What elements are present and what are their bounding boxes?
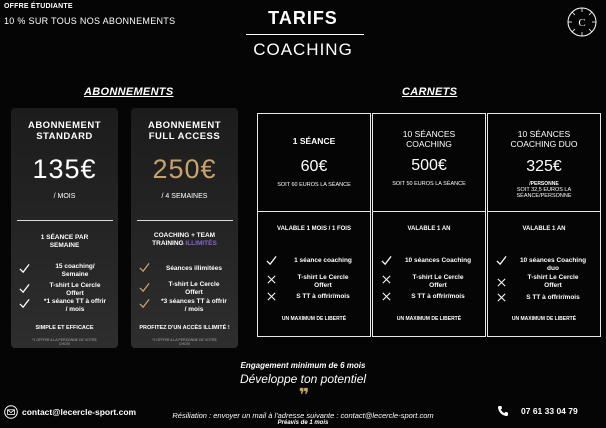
feature-item: Séances illimitées (165, 265, 222, 272)
feature-item: S TT à offrir/mois (411, 293, 465, 300)
card-title-line2: COACHING (406, 139, 452, 149)
card-title-line2: STANDARD (36, 131, 93, 142)
price-detail: SOIT 32,5 EUROS LA (516, 187, 572, 193)
card-carnet-10-seances-duo[interactable] (487, 113, 601, 337)
feature-item: S TT à offrir/mois (526, 294, 580, 301)
price: 60€ (300, 158, 328, 175)
card-carnet-1-seance[interactable] (257, 113, 371, 337)
phone-icon (497, 405, 509, 417)
feature-item: T-shirt Le Cercle Offert (297, 274, 349, 289)
card-tagline: PROFITEZ D'UN ACCÈS ILLIMITÉ ! (139, 325, 230, 331)
validity: VALABLE 1 AN (407, 226, 451, 232)
card-tagline: UN MAXIMUM DE LIBERTÉ (396, 316, 462, 322)
card-divider (17, 220, 113, 221)
validity: VALABLE 1 AN (522, 226, 566, 232)
card-tagline: UN MAXIMUM DE LIBERTÉ (281, 316, 347, 322)
card-carnet-10-seances[interactable] (372, 113, 486, 337)
price: 250€ (152, 154, 217, 184)
abonnements-title: ABONNEMENTS (84, 86, 174, 98)
card-tagline: SIMPLE ET EFFICACE (35, 325, 94, 331)
cross-icon (381, 291, 392, 302)
page-subtitle: COACHING (253, 40, 353, 59)
price: 500€ (411, 157, 447, 174)
card-divider (488, 211, 600, 212)
price: 135€ (32, 154, 97, 184)
feature-item: T-shirt Le Cercle Offert (527, 274, 579, 289)
feature-item: 1 séance coaching (294, 257, 352, 264)
feature-item: 10 séances Coaching duo (519, 257, 587, 272)
check-icon (19, 263, 30, 274)
check-icon (496, 255, 507, 266)
price-period: / MOIS (53, 193, 76, 200)
session-info: 1 SÉANCE PAR SEMAINE (40, 234, 89, 249)
cross-icon (266, 291, 277, 302)
card-title-line2: FULL ACCESS (148, 131, 221, 142)
quote-mark: ❞ (298, 385, 308, 405)
check-icon (139, 298, 150, 309)
feature-item: *3 séances TT à offrir / mois (161, 298, 227, 313)
check-icon (266, 255, 277, 266)
card-divider (373, 211, 485, 212)
check-icon (139, 282, 150, 293)
price-detail-2: SÉANCE/PERSONNE (516, 193, 572, 199)
card-abonnement-full-access[interactable] (131, 108, 238, 348)
card-footnote: *3 OFFRIR A LA PERSONNE DE VOTRE CHOIX (152, 338, 217, 346)
card-tagline: UN MAXIMUM DE LIBERTÉ (511, 316, 577, 322)
price-note: /PERSONNE (529, 181, 559, 187)
page-title: TARIFS (268, 8, 338, 28)
preavis-text: Préavis de 1 mois (277, 420, 329, 426)
check-icon (19, 283, 30, 294)
resiliation-text: Résiliation : envoyer un mail à l'adresse suivante : contact@lecercle-sport.com (172, 411, 434, 420)
cross-icon (496, 277, 507, 288)
feature-item: T-shirt Le Cercle Offert (49, 282, 101, 297)
logo-letter: C (578, 17, 586, 29)
card-title-line1: ABONNEMENT (27, 120, 102, 131)
card-title-line1: 1 SÉANCE (292, 136, 336, 146)
contact-phone-link[interactable]: 07 61 33 04 79 (521, 406, 578, 416)
title-divider (246, 34, 364, 35)
session-info: COACHING + TEAM TRAINING ILLIMITÉS (152, 232, 217, 247)
carnets-title: CARNETS (402, 86, 458, 98)
contact-email-link[interactable]: contact@lecercle-sport.com (22, 407, 137, 417)
brand-logo (566, 6, 598, 38)
check-icon (19, 298, 30, 309)
feature-item: T-shirt Le Cercle Offert (412, 274, 464, 289)
card-footnote: *1 OFFRIR A LA PERSONNE DE VOTRE CHOIX (32, 338, 97, 346)
feature-item: S TT à offrir/mois (296, 293, 350, 300)
cross-icon (381, 274, 392, 285)
feature-item: 10 séances Coaching (404, 257, 472, 264)
feature-item: 15 coaching/ Semaine (55, 263, 95, 278)
card-abonnement-standard[interactable] (11, 108, 118, 348)
offer-subtitle: 10 % SUR TOUS NOS ABONNEMENTS (4, 16, 176, 26)
card-title-line2: COACHING DUO (510, 139, 578, 149)
card-title-line1: 10 SÉANCES (402, 129, 456, 139)
engagement-text: Engagement minimum de 6 mois (240, 361, 366, 370)
validity: VALABLE 1 MOIS / 1 FOIS (277, 226, 351, 232)
card-title-line1: 10 SÉANCES (517, 129, 571, 139)
offer-title: OFFRE ÉTUDIANTE (4, 3, 73, 10)
check-icon (139, 262, 150, 273)
feature-item: T-shirt Le Cercle Offert (168, 281, 220, 296)
card-title-line1: ABONNEMENT (147, 120, 222, 131)
feature-item: *1 séance TT à offrir / mois (43, 298, 107, 313)
price-period: / 4 SEMAINES (161, 193, 208, 200)
price-detail: SOIT 50 EUROS LA SÉANCE (392, 181, 466, 187)
card-divider (258, 211, 370, 212)
cross-icon (266, 274, 277, 285)
price-detail: SOIT 60 EUROS LA SÉANCE (277, 182, 351, 188)
card-divider (137, 220, 233, 221)
check-icon (381, 255, 392, 266)
cross-icon (496, 292, 507, 303)
price: 325€ (526, 158, 562, 175)
slogan: Développe ton potentiel (239, 372, 367, 386)
